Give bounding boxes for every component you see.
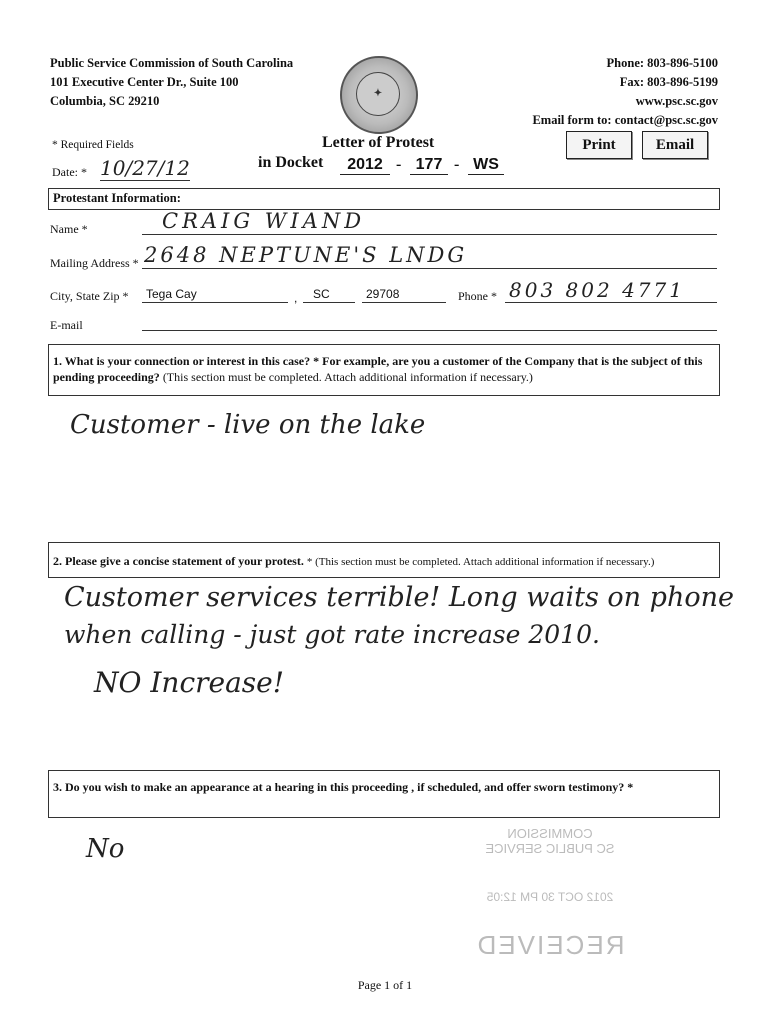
zip-field[interactable]: 29708 — [362, 287, 446, 303]
docket-type-field[interactable]: WS — [468, 156, 504, 175]
stamp-line-1: COMMISSION — [507, 826, 593, 841]
required-note: * Required Fields — [52, 139, 134, 151]
question-3-box — [48, 770, 720, 818]
email-field[interactable] — [142, 316, 717, 331]
question-3-text: 3. Do you wish to make an appearance at a hearing in this proceeding , if scheduled, and offer sworn testimony? * — [53, 780, 634, 794]
docket-label: in Docket — [258, 154, 324, 171]
email-button[interactable]: Email — [642, 131, 708, 159]
city-state-separator: , — [294, 291, 298, 305]
docket-number-field[interactable]: 177 — [410, 156, 448, 175]
question-1-text: 1. What is your connection or interest in this case? * For example, are you a customer of the Company that is the subject of this pending proceeding? — [53, 354, 703, 384]
fax-number: Fax: 803-896-5199 — [619, 75, 718, 89]
question-1-note: (This section must be completed. Attach additional information if necessary.) — [162, 370, 533, 384]
protestant-section-header — [48, 188, 720, 210]
question-2-box — [48, 542, 720, 578]
page-number: Page 1 of 1 — [357, 978, 413, 992]
stamp-date: 2012 OCT 30 PM 12:05 — [486, 890, 614, 904]
phone-number: Phone: 803-896-5100 — [606, 56, 718, 70]
state-field[interactable]: SC — [303, 287, 355, 303]
stamp-line-2: SC PUBLIC SERVICE — [485, 841, 615, 856]
docket-dash-2: - — [454, 156, 460, 173]
mailing-address-field[interactable]: 2648 NEPTUNE'S LNDG — [142, 243, 717, 269]
docket-dash-1: - — [396, 156, 402, 173]
website-link[interactable]: www.psc.sc.gov — [635, 94, 718, 108]
question-1-box — [48, 344, 720, 396]
email-form-link[interactable]: Email form to: contact@psc.sc.gov — [532, 113, 718, 127]
name-label: Name * — [50, 222, 88, 236]
phone-label: Phone * — [458, 289, 497, 303]
date-field[interactable]: 10/27/12 — [100, 156, 190, 180]
date-label: Date: * — [52, 165, 87, 179]
question-2-answer-line-3[interactable]: NO Increase! — [94, 666, 284, 699]
commission-address-block — [50, 54, 293, 111]
protestant-section-title: Protestant Information: — [53, 191, 181, 205]
form-title: Letter of Protest — [322, 134, 435, 151]
address-line-1: 101 Executive Center Dr., Suite 100 — [50, 75, 239, 89]
city-state-zip-label: City, State Zip * — [50, 289, 129, 303]
question-1-answer[interactable]: Customer - live on the lake — [70, 410, 426, 440]
city-field[interactable]: Tega Cay — [142, 287, 288, 303]
question-2-note: * (This section must be completed. Attach additional information if necessary.) — [306, 556, 655, 568]
print-button[interactable]: Print — [566, 131, 632, 159]
mailing-address-label: Mailing Address * — [50, 256, 139, 270]
contact-block — [532, 54, 718, 130]
stamp-received: RECEIVED — [475, 930, 625, 960]
docket-year-field[interactable]: 2012 — [340, 156, 390, 175]
question-2-text: 2. Please give a concise statement of your protest. — [53, 554, 304, 568]
name-field[interactable]: CRAIG WIAND — [142, 209, 717, 235]
phone-field[interactable]: 803 802 4771 — [505, 278, 717, 303]
org-name: Public Service Commission of South Carolina — [50, 56, 294, 70]
question-3-answer[interactable]: No — [86, 834, 125, 864]
address-line-2: Columbia, SC 29210 — [50, 94, 160, 108]
question-2-answer-line-2[interactable]: when calling - just got rate increase 2010. — [64, 620, 600, 649]
email-label: E-mail — [50, 318, 83, 332]
state-seal-icon: ✦ — [340, 56, 418, 134]
question-2-answer-line-1[interactable]: Customer services terrible! Long waits on phone — [64, 582, 734, 613]
received-stamp — [470, 826, 630, 856]
